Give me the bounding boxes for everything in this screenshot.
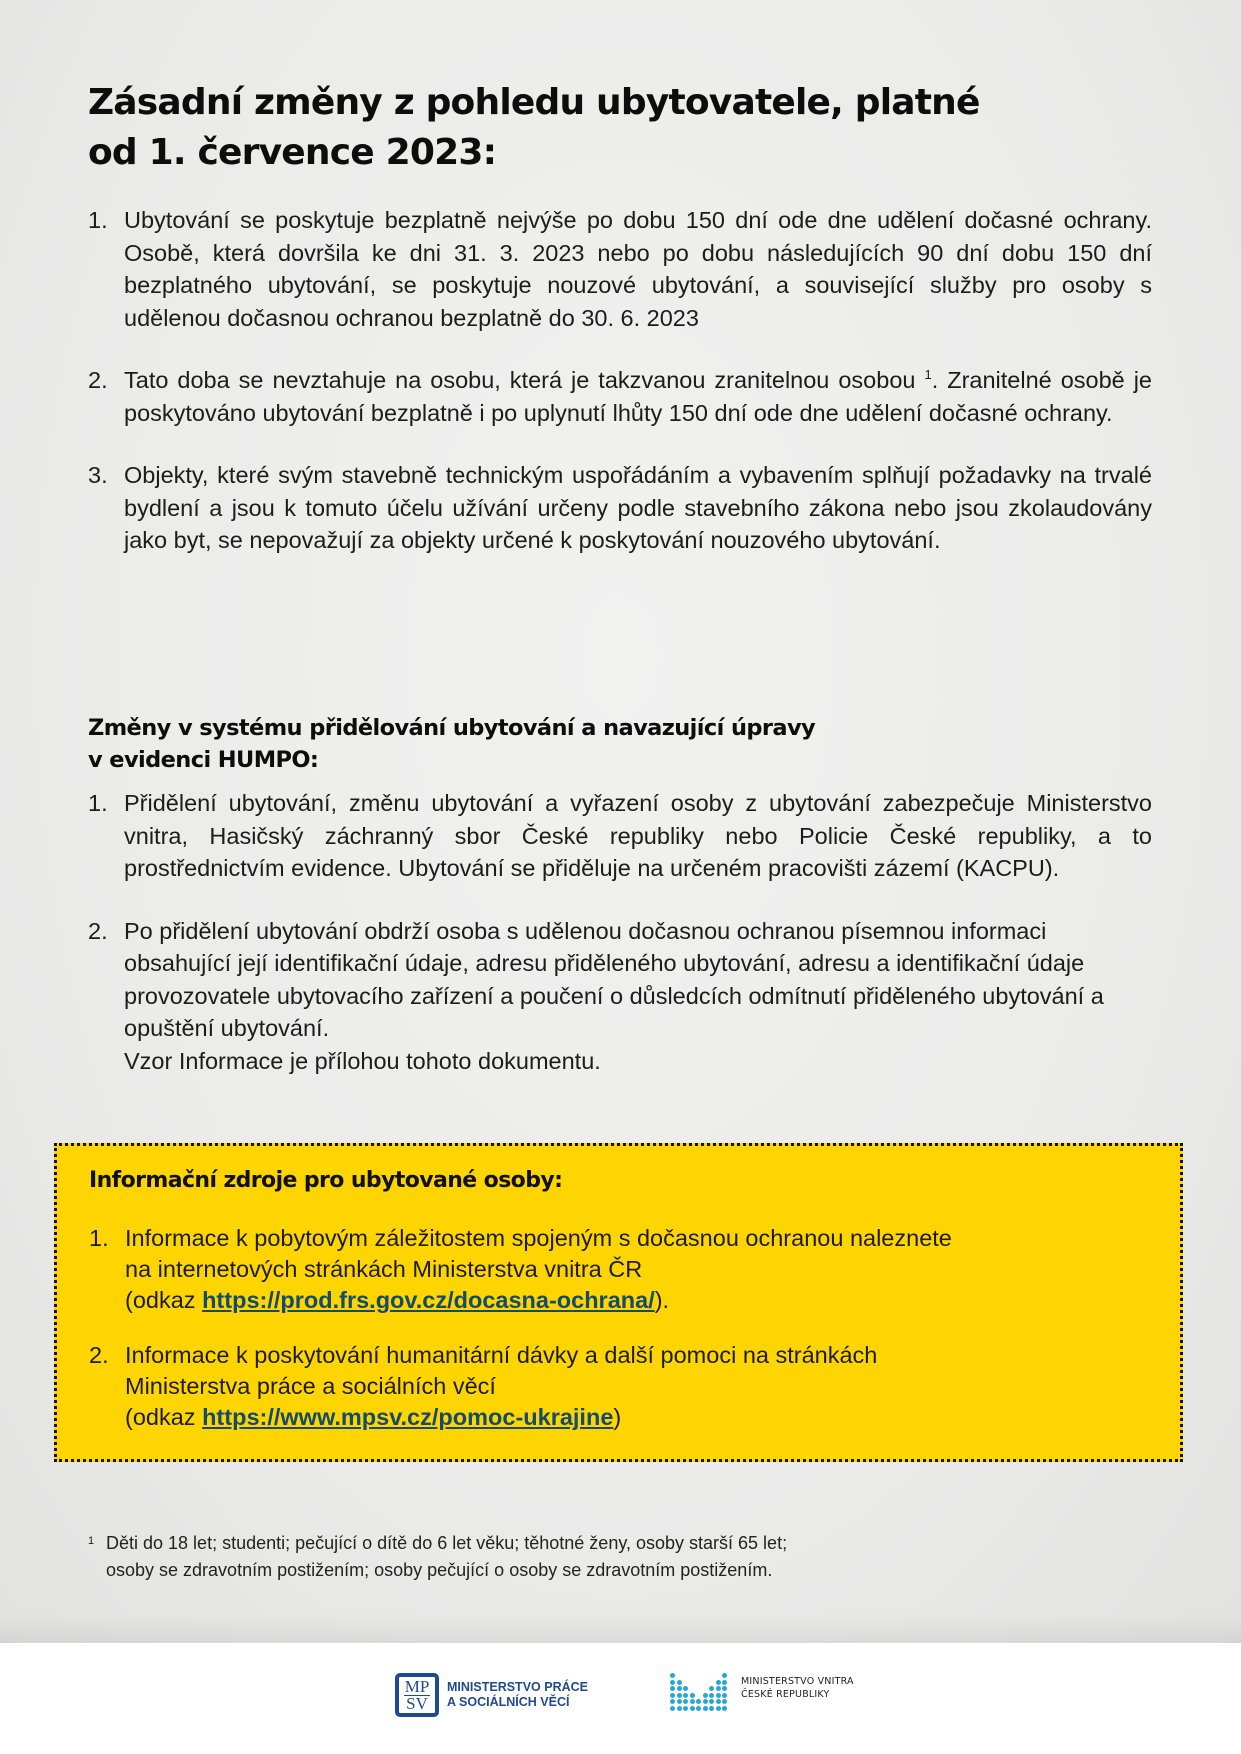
mv-dot	[670, 1673, 675, 1678]
list-item-text: Objekty, které svým stavebně technickým uspořádáním a vybavením splňují požadavky na trvalé bydlení a jsou k tomuto účelu užívání určeny podle stavebního zákona nebo jsou zkolaudovány jako byt, se nepovažují za objekty určené k poskytování nouzového ubytování.	[124, 462, 1152, 553]
mv-dot	[670, 1686, 675, 1691]
mpsv-emblem-icon	[395, 1673, 439, 1717]
mv-dot-column	[683, 1686, 688, 1711]
mv-dot	[709, 1706, 714, 1711]
mv-dot	[683, 1686, 688, 1691]
mv-dot	[716, 1686, 721, 1691]
mv-dot	[716, 1706, 721, 1711]
mpsv-emblem-top: MP	[404, 1677, 430, 1696]
mv-dot	[722, 1673, 727, 1678]
mv-dot	[716, 1693, 721, 1698]
mv-dot-column	[722, 1673, 727, 1711]
mv-dot	[690, 1693, 695, 1698]
footer-logos	[0, 1643, 1241, 1754]
mv-dot-column	[670, 1673, 675, 1711]
info-text-line-2: na internetových stránkách Ministerstva vnitra ČR	[125, 1256, 643, 1282]
mv-dot	[670, 1699, 675, 1704]
mv-dot	[696, 1706, 701, 1711]
mv-dot	[677, 1686, 682, 1691]
footnote-line-2: osoby se zdravotním postižením; osoby pečující o osoby se zdravotním postižením.	[106, 1560, 773, 1580]
mv-dot	[709, 1693, 714, 1698]
footnote-line-1: Děti do 18 let; studenti; pečující o dítě do 6 let věku; těhotné ženy, osoby starší 65 let;	[106, 1533, 788, 1553]
mv-dot-column	[690, 1693, 695, 1711]
link-prefix: (odkaz	[125, 1404, 203, 1430]
mv-dot	[677, 1693, 682, 1698]
list-number: 2.	[89, 1342, 109, 1368]
mpsv-logo	[395, 1673, 588, 1717]
page-title-line-2: od 1. července 2023:	[88, 132, 497, 173]
list-item	[88, 204, 1152, 334]
mv-dot	[683, 1706, 688, 1711]
footnote-reference[interactable]: 1	[924, 367, 932, 383]
mv-dot-emblem-icon	[670, 1673, 727, 1711]
page-title-line-1: Zásadní změny z pohledu ubytovatele, platné	[88, 82, 980, 123]
list-item	[89, 1340, 1149, 1433]
changes-list	[88, 204, 1152, 557]
mv-dot	[670, 1706, 675, 1711]
mv-dot	[716, 1680, 721, 1685]
link-suffix: )	[613, 1404, 622, 1430]
section-heading-line-1: Změny v systému přidělování ubytování a navazující úpravy	[88, 714, 816, 741]
mv-dot	[722, 1699, 727, 1704]
section-heading	[88, 712, 1088, 776]
info-box-heading: Informační zdroje pro ubytované osoby:	[89, 1168, 563, 1193]
mv-dot	[716, 1699, 721, 1704]
list-item	[88, 787, 1152, 885]
list-number: 1.	[89, 1225, 109, 1251]
mv-dot-column	[677, 1680, 682, 1711]
info-sources-box	[54, 1143, 1183, 1462]
info-text-line-1: Informace k pobytovým záležitostem spojeným s dočasnou ochranou naleznete	[125, 1225, 952, 1251]
allocation-changes-list	[88, 787, 1152, 1077]
mv-dot	[722, 1693, 727, 1698]
mv-dot	[703, 1706, 708, 1711]
mv-name-line-1: MINISTERSTVO VNITRA	[741, 1675, 854, 1687]
mv-dot	[722, 1680, 727, 1685]
list-item	[88, 364, 1152, 429]
mv-dot-column	[696, 1699, 701, 1711]
mpsv-name	[447, 1680, 588, 1710]
list-item	[89, 1223, 1149, 1316]
mv-dot	[677, 1680, 682, 1685]
mv-dot-column	[716, 1680, 721, 1711]
mv-dot	[683, 1693, 688, 1698]
info-list	[89, 1223, 1149, 1316]
list-item	[88, 915, 1152, 1078]
list-number: 3.	[88, 462, 108, 488]
info-list-continued	[89, 1340, 1149, 1433]
mv-dot	[690, 1699, 695, 1704]
mv-dot	[670, 1693, 675, 1698]
mv-dot	[703, 1699, 708, 1704]
info-text-line-2: Ministerstva práce a sociálních věcí	[125, 1373, 496, 1399]
footnote	[88, 1530, 1088, 1584]
mpsv-name-line-2: A SOCIÁLNÍCH VĚCÍ	[447, 1695, 570, 1709]
list-item	[88, 459, 1152, 557]
list-item-text: Po přidělení ubytování obdrží osoba s udělenou dočasnou ochranou písemnou informaci obsahující její identifikační údaje, adresu přiděleného ubytování, adresu a identifikační údaje provozovatele ubytovacího zařízení a poučení o důsledcích odmítnutí přiděleného ubytování a opuštění ubytování.	[124, 917, 1104, 1041]
mv-dot	[696, 1699, 701, 1704]
mv-dot	[709, 1686, 714, 1691]
link-suffix: ).	[654, 1287, 670, 1313]
mv-docasna-ochrana-link[interactable]: https://prod.frs.gov.cz/docasna-ochrana/	[202, 1287, 655, 1313]
list-number: 1.	[88, 207, 108, 233]
mpsv-emblem-bottom: SV	[406, 1694, 428, 1713]
list-item-text: Tato doba se nevztahuje na osobu, která je takzvanou zranitelnou osobou	[124, 367, 916, 393]
mv-name-line-2: ČESKÉ REPUBLIKY	[741, 1688, 830, 1700]
mpsv-pomoc-ukrajine-link[interactable]: https://www.mpsv.cz/pomoc-ukrajine	[202, 1404, 614, 1430]
mv-dot-column	[703, 1693, 708, 1711]
list-number: 2.	[88, 917, 108, 944]
list-number: 1.	[88, 790, 108, 816]
mv-dot	[677, 1706, 682, 1711]
list-item-note: Vzor Informace je přílohou tohoto dokumentu.	[124, 1047, 601, 1074]
mv-dot	[722, 1706, 727, 1711]
link-prefix: (odkaz	[125, 1287, 203, 1313]
section-heading-line-2: v evidenci HUMPO:	[88, 746, 319, 773]
footnote-mark: 1	[88, 1535, 95, 1547]
mv-dot	[677, 1699, 682, 1704]
page-title	[88, 78, 1168, 178]
list-item-text: Přidělení ubytování, změnu ubytování a vyřazení osoby z ubytování zabezpečuje Ministerstvo vnitra, Hasičský záchranný sbor České republiky nebo Policie České republiky, a to prostřednictvím evidence. Ubytování se přiděluje na určeném pracovišti zázemí (KACPU).	[124, 790, 1152, 881]
mv-dot	[690, 1706, 695, 1711]
list-number: 2.	[88, 367, 108, 393]
mv-dot	[703, 1693, 708, 1698]
list-item-text: Ubytování se poskytuje bezplatně nejvýše po dobu 150 dní ode dne udělení dočasné ochrany. Osobě, která dovršila ke dni 31. 3. 2023 nebo po dobu následujících 90 dní dobu 150 dní bezplatného ubytování, se poskytuje nouzové ubytování, a související služby pro osoby s udělenou dočasnou ochranou bezplatně do 30. 6. 2023	[124, 207, 1152, 331]
mpsv-name-line-1: MINISTERSTVO PRÁCE	[447, 1680, 588, 1694]
list-item-text-continued: . Zranitelné osobě je poskytováno ubytování bezplatně i po uplynutí lhůty 150 dní ode dne udělení dočasné ochrany.	[124, 367, 1153, 426]
mv-dot	[709, 1699, 714, 1704]
mv-dot	[722, 1686, 727, 1691]
mv-logo	[670, 1673, 854, 1711]
mv-name	[741, 1675, 854, 1701]
mv-dot	[670, 1680, 675, 1685]
mv-dot-column	[709, 1686, 714, 1711]
mv-dot	[683, 1699, 688, 1704]
info-text-line-1: Informace k poskytování humanitární dávky a další pomoci na stránkách	[125, 1342, 878, 1368]
